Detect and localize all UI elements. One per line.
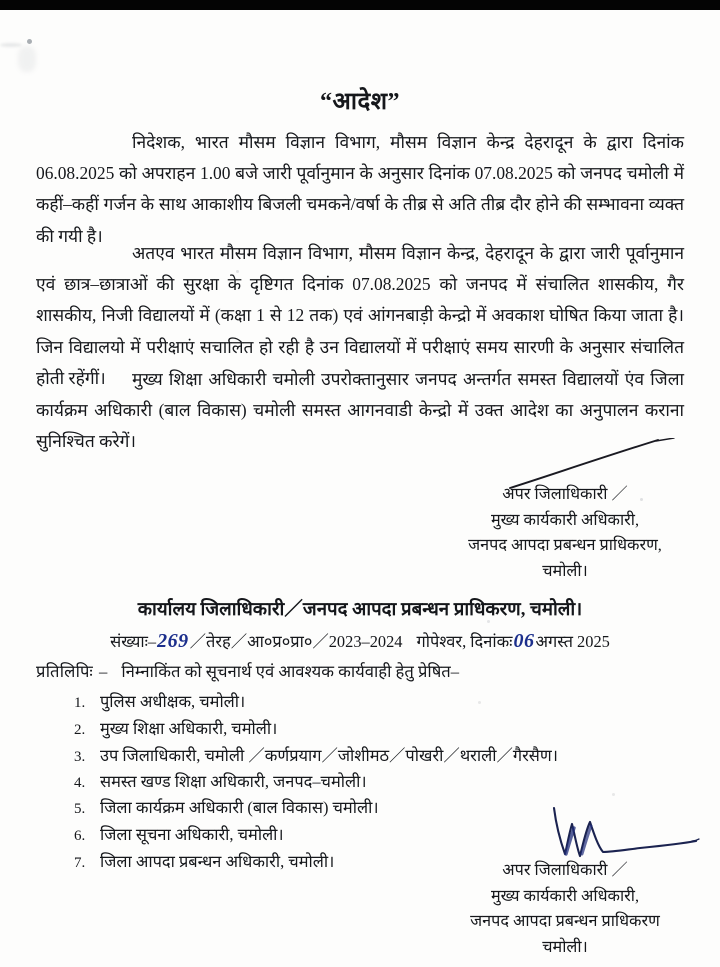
reference-number-handwritten: 269 [157,630,189,652]
signature-top-line-1: अपर जिलाधिकारी ／ [502,485,628,503]
list-item-number: 3. [74,749,86,766]
reference-date-day-handwritten: 06 [513,630,535,652]
list-item-number: 1. [74,695,86,711]
list-item [74,795,674,822]
list-item-number: 7. [74,854,86,871]
list-item [74,689,674,716]
office-heading: कार्यालय जिलाधिकारी／जनपद आपदा प्रबन्धन प्राधिकरण, चमोली। [137,599,583,620]
reference-date-label: दिनांकः [470,632,513,651]
list-item-number: 5. [74,801,86,818]
reference-line [0,628,720,653]
signature-top-line-2: मुख्य कार्यकारी अधिकारी, [490,510,640,529]
reference-date-month-year: अगस्त 2025 [535,632,610,651]
list-item-label: उप जिलाधिकारी, चमोली ／कर्णप्रयाग／जोशीमठ／पोखरी／थराली／गैरसैण। [100,746,558,766]
reference-series: ／तेरह／आ०प्र०प्रा०／2023–2024 [189,632,403,651]
signature-block-top [430,482,700,584]
list-item-number: 6. [74,827,86,844]
recipient-list [74,689,674,875]
copy-text: निम्नाकिंत को सूचनार्थ एवं आवश्यक कार्यवाही हेतु प्रेषित– [121,662,460,681]
list-item-label: समस्त खण्ड शिक्षा अधिकारी, जनपद–चमोली। [100,771,367,791]
list-item-number: 2. [74,721,86,738]
signature-bottom-line-4: चमोली। [542,937,588,956]
list-item-label: पुलिस अधीक्षक, चमोली। [100,692,246,711]
list-item-label: जिला आपदा प्रबन्धन अधिकारी, चमोली। [100,851,335,871]
signature-bottom-line-1: अपर जिलाधिकारी ／ [502,861,628,879]
signature-bottom-line-3: जनपद आपदा प्रबन्धन प्राधिकरण [470,912,660,930]
paragraph-compliance-instruction: मुख्य शिक्षा अधिकारी चमोली उपरोक्तानुसार जनपद अन्तर्गत समस्त विद्यालयों एंव जिला कार्यक्रम अधिकारी (बाल विकास) चमोली समस्त आगनवाडी केन्द्रो में उक्त आदेश का अनुपालन कराना सुनिश्चित करेगें। [36,369,684,452]
list-item [74,742,674,769]
list-item-label: जिला कार्यक्रम अधिकारी (बाल विकास) चमोली। [100,798,379,818]
paper-smudge [18,46,36,72]
scan-top-strip [0,0,720,10]
list-item [74,769,674,796]
list-item-number: 4. [74,774,86,791]
list-item [74,822,674,849]
copy-distribution-line [36,659,684,682]
reference-place: गोपेश्वर, [416,632,467,651]
list-item [74,716,674,743]
signature-bottom-line-2: मुख्य कार्यकारी अधिकारी, [490,886,640,905]
paper-smudge [27,39,32,44]
list-item-label: मुख्य शिक्षा अधिकारी, चमोली। [100,718,278,738]
copy-label: प्रतिलिपिः [36,662,94,681]
paragraph-forecast: निदेशक, भारत मौसम विज्ञान विभाग, मौसम विज्ञान केन्द्र देहरादून के द्वारा दिनांक 06.08.2025 को अपराहन 1.00 बजे जारी पूर्वानुमान के अनुसार दिनांक 07.08.2025 को जनपद चमोली में कहीं–कहीं गर्जन के साथ आकाशीय बिजली चमकने/वर्षा के तीब्र से अति तीब्र दौर होने की सम्भावना व्यक्त की गयी है। [36,132,684,246]
signature-top-line-4: चमोली। [542,561,588,580]
page-title: “आदेश” [319,89,401,115]
reference-number-label: संख्याः– [110,632,157,651]
paragraph-holiday-declaration: अतएव भारत मौसम विज्ञान विभाग, मौसम विज्ञान केन्द्र, देहरादून के द्वारा जारी पूर्वानुमान एवं छात्र–छात्राओं की सुरक्षा के दृष्टिगत दिनांक 07.08.2025 को जनपद में संचालित शासकीय, गैर शासकीय, निजी विद्यालयों में (कक्षा 1 से 12 तक) एवं आंगनबाड़ी केन्द्रो में अवकाश घोषित किया जाता है। जिन विद्यालयो में परीक्षाएं सचालित हो रही है उन विद्यालयों में परीक्षाएं समय सारणी के अनुसार संचालित होती रहेंगीं। [36,243,684,388]
signature-top-line-3: जनपद आपदा प्रबन्धन प्राधिकरण, [468,536,662,554]
signature-block-bottom [430,858,700,960]
copy-dash: – [99,662,108,681]
list-item-label: जिला सूचना अधिकारी, चमोली। [100,824,284,844]
paper-smudge [0,43,22,47]
